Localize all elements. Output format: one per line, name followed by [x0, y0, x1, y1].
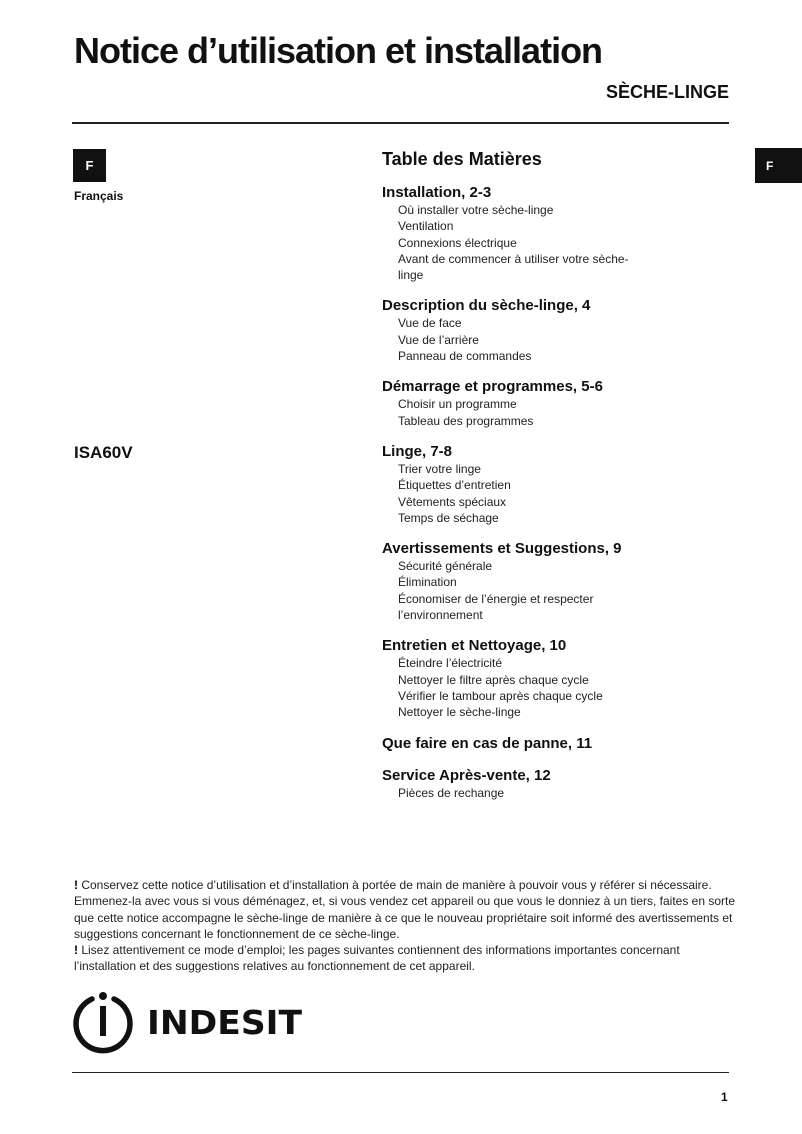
page-title: Notice d’utilisation et installation: [74, 30, 603, 71]
toc-section-heading: Entretien et Nettoyage, 10: [382, 637, 567, 655]
toc-sections: [382, 183, 782, 801]
toc-section: [382, 734, 782, 753]
model-number: ISA60V: [74, 443, 133, 462]
header-divider: [72, 122, 729, 124]
toc-section-heading: Description du sèche-linge, 4: [382, 297, 591, 315]
toc-item: Ventilation: [398, 219, 454, 234]
toc-item-list: [382, 202, 782, 283]
warning-mark: !: [74, 943, 78, 958]
toc-item: Nettoyer le sèche-linge: [398, 705, 521, 720]
safety-notes: [74, 877, 736, 975]
toc-item: Nettoyer le filtre après chaque cycle: [398, 672, 589, 687]
toc-item: Élimination: [398, 575, 457, 590]
toc-section-heading: Avertissements et Suggestions, 9: [382, 540, 622, 558]
toc-item-list: [382, 315, 782, 364]
note-text: Lisez attentivement ce mode d’emploi; les pages suivantes contiennent des informations importantes concernant l’installation et des suggestions relatives au fonctionnement de cet appareil.: [74, 943, 680, 974]
toc-item: Choisir un programme: [398, 397, 517, 412]
toc-section: [382, 539, 782, 623]
warning-mark: !: [74, 878, 78, 892]
toc-item-list: [382, 655, 782, 720]
table-of-contents: [382, 147, 782, 814]
toc-section: [382, 766, 782, 801]
language-label: Français: [74, 189, 124, 203]
toc-section-heading: Service Après-vente, 12: [382, 766, 551, 784]
toc-item: Panneau de commandes: [398, 349, 532, 364]
note-paragraph: [74, 942, 736, 975]
toc-item: Où installer votre sèche-linge: [398, 203, 554, 217]
toc-item: Temps de séchage: [398, 510, 499, 525]
logo-text: INDESIT: [147, 1003, 303, 1042]
toc-section: [382, 636, 782, 720]
indesit-power-logo-icon: [76, 992, 130, 1051]
toc-item: Trier votre linge: [398, 461, 481, 476]
indesit-logo: [73, 986, 313, 1056]
toc-item: Étiquettes d’entretien: [398, 478, 511, 493]
toc-section-heading: Linge, 7-8: [382, 442, 453, 460]
toc-item-list: [382, 396, 782, 429]
language-badge: F: [73, 149, 106, 182]
page-number: 1: [721, 1090, 728, 1104]
toc-section-heading: Démarrage et programmes, 5-6: [382, 378, 603, 396]
toc-item-list: [382, 558, 782, 623]
toc-section-heading: Installation, 2-3: [382, 184, 492, 201]
toc-item: Connexions électrique: [398, 235, 517, 250]
product-subtitle: SÈCHE-LINGE: [605, 82, 729, 102]
toc-item-list: [382, 461, 782, 526]
toc-section: [382, 296, 782, 364]
toc-section-heading: Que faire en cas de panne, 11: [382, 734, 593, 752]
toc-item: Vue de face: [398, 316, 462, 331]
toc-title: Table des Matières: [382, 149, 542, 169]
toc-item: Sécurité générale: [398, 559, 493, 574]
note-paragraph: [74, 877, 736, 942]
footer-divider: [72, 1072, 729, 1073]
toc-item-list: [382, 785, 782, 801]
toc-item: Pièces de rechange: [398, 785, 505, 800]
language-side-tab: F: [755, 148, 802, 183]
toc-item: Éteindre l’électricité: [398, 656, 503, 671]
toc-section: [382, 442, 782, 526]
toc-item: Vue de l’arrière: [398, 332, 479, 347]
toc-section: [382, 183, 782, 283]
toc-item: Vêtements spéciaux: [398, 494, 507, 509]
note-text: Conservez cette notice d’utilisation et d’installation à portée de main de manière à pouvoir vous y référer si nécessaire. Emmenez-la avec vous si vous déménagez, et, si vous vendez cet appareil ou que vous le donniez à un tiers, faites en sorte que cette notice accompagne le sèche-linge de manière à ce que le nouveau propriétaire soit informé des avertissements et suggestions concernant le fonctionnement de ce sèche-linge.: [74, 878, 736, 941]
toc-section: [382, 377, 782, 429]
toc-item: Avant de commencer à utiliser votre sèche-linge: [398, 251, 629, 283]
toc-item: Économiser de l’énergie et respecter l’environnement: [398, 591, 594, 623]
toc-item: Vérifier le tambour après chaque cycle: [398, 688, 603, 703]
toc-item: Tableau des programmes: [398, 413, 534, 428]
